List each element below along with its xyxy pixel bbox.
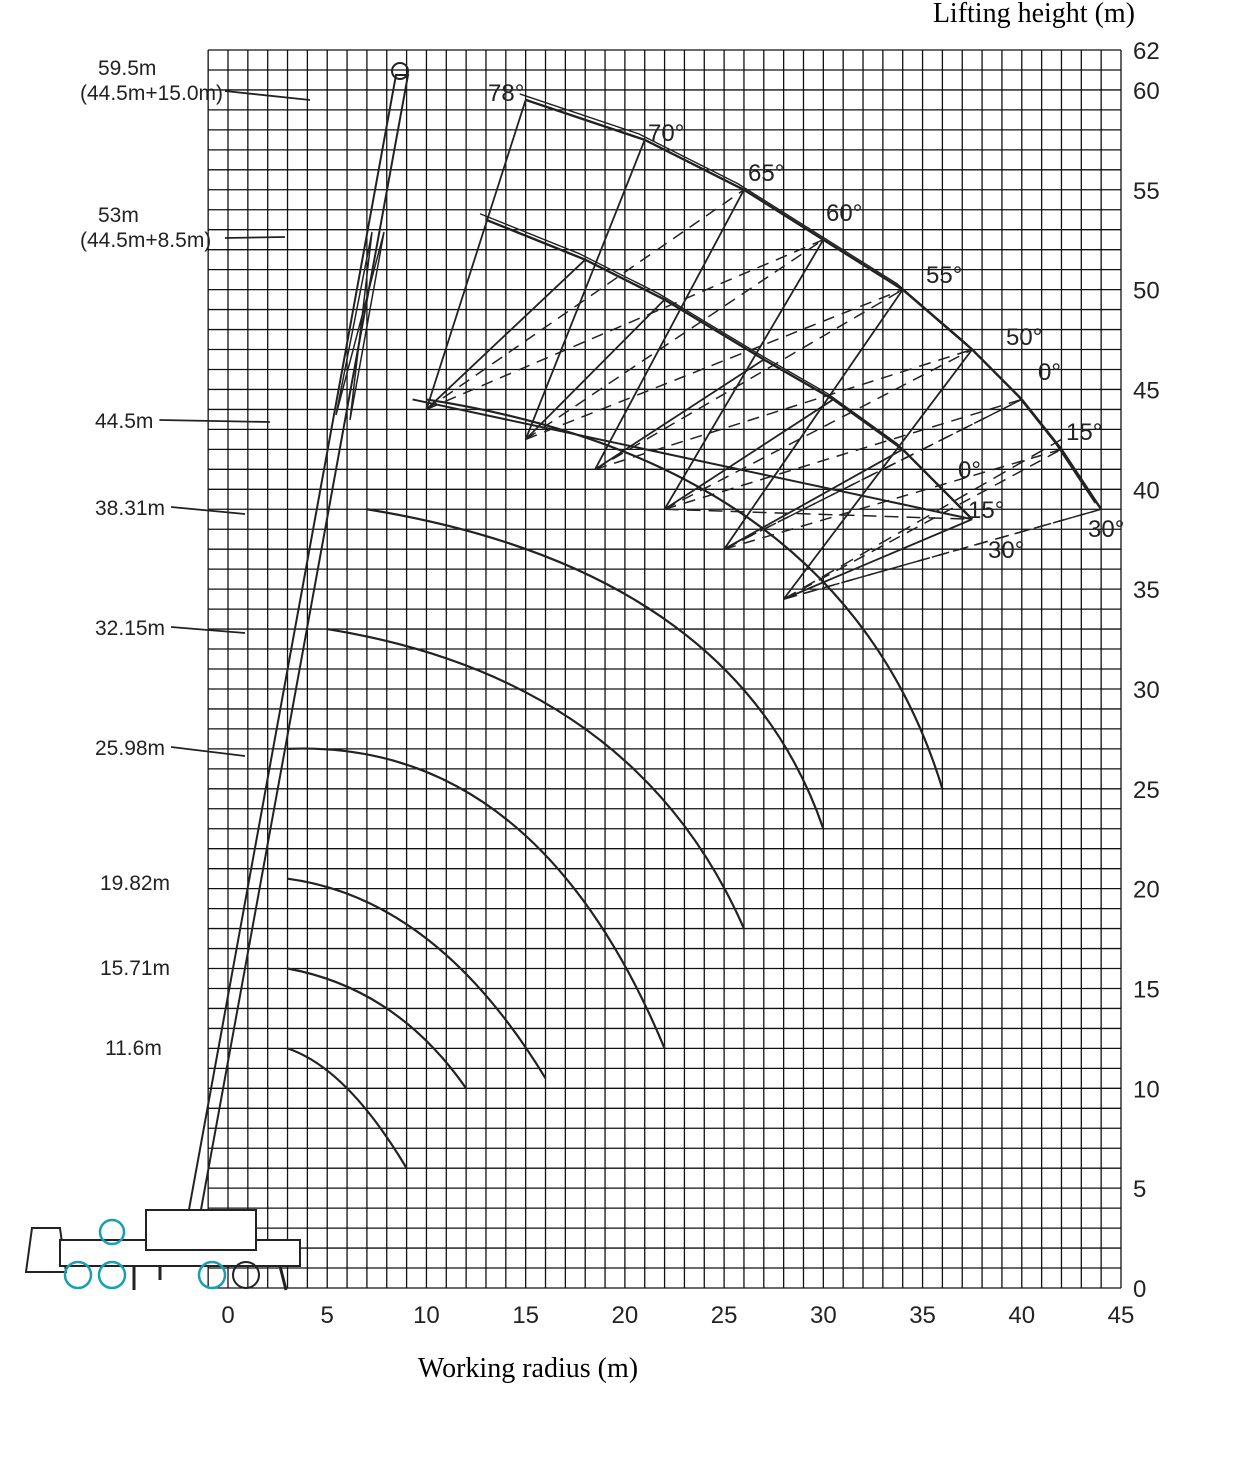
boom-label-pointer	[159, 420, 270, 422]
jib-ray-dashed	[595, 290, 903, 470]
y-tick-label: 55	[1133, 177, 1160, 205]
boom-length-sublabel: (44.5m+8.5m)	[80, 229, 212, 252]
y-tick-label: 60	[1133, 77, 1160, 105]
jib-angle-label-lower: 30°	[988, 537, 1025, 564]
top-lifting-height-label: Lifting height (m)	[932, 0, 1135, 29]
x-tick-label: 5	[320, 1302, 334, 1329]
jib-angle-label: 70°	[648, 120, 685, 147]
boom-length-label: 59.5m	[98, 57, 157, 80]
y-tick-label: 45	[1133, 377, 1160, 405]
boom-length-label: 25.98m	[95, 737, 166, 760]
jib-angle-label: 50°	[1006, 324, 1043, 351]
y-tick-label: 25	[1133, 776, 1160, 804]
boom-tip-sheave	[392, 63, 408, 79]
boom-arc	[288, 749, 665, 1049]
jib-angle-labels	[488, 80, 1124, 564]
boom-arc	[327, 629, 744, 929]
jib-angle-label: 15°	[1066, 419, 1103, 446]
x-tick-label: 40	[1008, 1302, 1036, 1329]
y-tick-label: 30	[1133, 676, 1160, 704]
y-tick-label: 15	[1133, 976, 1160, 1004]
jib-envelope-lower-inner	[480, 214, 966, 514]
x-axis-ticks	[221, 1302, 1134, 1329]
boom-length-sublabel: (44.5m+15.0m)	[80, 82, 223, 105]
jib-angle-label-lower: 0°	[958, 457, 981, 484]
jib-angle-label: 60°	[826, 200, 863, 227]
y-tick-label: 5	[1133, 1176, 1147, 1204]
y-tick-label: 10	[1133, 1076, 1160, 1104]
x-axis-title: Working radius (m)	[417, 1353, 639, 1384]
x-tick-label: 35	[909, 1302, 936, 1329]
boom-length-label: 53m	[98, 204, 139, 227]
jib-ray	[665, 399, 834, 509]
x-tick-label: 20	[611, 1302, 639, 1329]
jib-angle-label: 30°	[1088, 516, 1125, 543]
x-tick-label: 10	[413, 1302, 440, 1329]
x-tick-label: 25	[710, 1302, 738, 1329]
boom-label-pointer	[225, 237, 285, 238]
jib-angle-label: 65°	[748, 160, 785, 187]
jib-angle-label-lower: 15°	[968, 497, 1005, 524]
boom-length-label: 32.15m	[95, 617, 166, 640]
y-tick-label: 20	[1133, 876, 1160, 904]
y-tick-label: 50	[1133, 277, 1160, 305]
x-tick-label: 15	[512, 1302, 540, 1329]
y-tick-label: 0	[1133, 1276, 1147, 1303]
grid	[208, 50, 1121, 1288]
jib-angle-label: 78°	[488, 80, 525, 107]
x-tick-label: 30	[809, 1302, 837, 1329]
jib-angle-label: 55°	[926, 262, 963, 289]
boom-length-label: 19.82m	[100, 872, 171, 895]
main-boom	[188, 75, 408, 1215]
outrigger	[134, 1266, 286, 1290]
y-tick-label: 62	[1133, 38, 1160, 65]
boom-length-label: 11.6m	[105, 1037, 162, 1060]
boom-length-label: 15.71m	[100, 957, 171, 980]
crane-house	[146, 1210, 256, 1250]
y-tick-label: 40	[1133, 477, 1160, 505]
y-axis-ticks	[1133, 38, 1160, 1303]
x-tick-label: 0	[221, 1302, 235, 1329]
y-tick-label: 35	[1133, 577, 1160, 605]
lattice-jib-segment	[336, 232, 384, 420]
boom-length-labels	[80, 57, 310, 1060]
jib-ray	[784, 519, 973, 599]
boom-length-label: 44.5m	[95, 410, 154, 433]
jib-angle-label: 0°	[1038, 359, 1061, 386]
x-tick-label: 45	[1107, 1302, 1135, 1329]
jib-ray	[595, 360, 764, 470]
boom-length-label: 38.31m	[95, 497, 166, 520]
